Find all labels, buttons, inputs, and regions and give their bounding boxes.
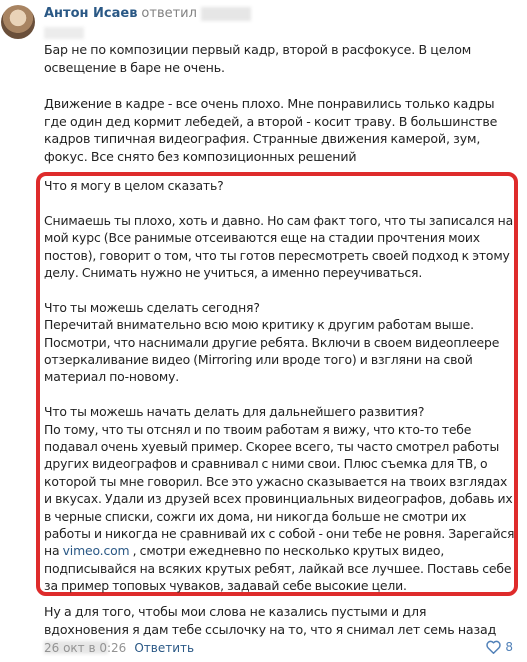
blurred-recipient[interactable] bbox=[201, 7, 251, 21]
author-avatar[interactable] bbox=[1, 5, 35, 39]
answer-3 bbox=[44, 421, 516, 595]
question-2: Что ты можешь сделать сегодня? bbox=[44, 299, 260, 315]
answer-2: Перечитай внимательно всю мою критику к другим работам выше. Посмотри, что наснимали другие ребята. Включи в своем видеоплеере отзеркаливание видео (Mirroring или вроде того) и взгляни на свой материал по-новому. bbox=[44, 317, 500, 385]
replied-label: ответил bbox=[141, 6, 197, 21]
answer-3-text-end: , смотри ежедневно по несколько крутых видео, подписывайся на всяких крутых ребят, лайкай все лучшее. Поставь себе за пример топовых чуваков, задавай себе высокие цели. bbox=[44, 543, 512, 594]
blurred-mention bbox=[44, 27, 84, 39]
answer-1: Снимаешь ты плохо, хоть и давно. Но сам факт того, что ты записался на мой курс (Все ранимые отсеиваются еще на стадии прочтения моих постов), говорит о том, что ты готов пересмотреть своей подход к этому делу. Снимать нужно не учиться, а именно переучиваться. bbox=[44, 212, 514, 281]
heart-icon bbox=[486, 640, 501, 654]
comment-paragraph-1: Бар не по композиции первый кадр, второй в расфокусе. В целом освещение в баре не очень. bbox=[44, 42, 472, 75]
reply-button[interactable]: Ответить bbox=[134, 641, 195, 655]
answer-3-text: По тому, что ты отснял и по твоим работам я вижу, что кто-то тебе подавал очень хуевый пример. Скорее всего, ты часто смотрел работы других видеографов и сравнивал с ними свои. Плюс съемка для ТВ, о которой ты мне говорил. Все это ужасно сказывается на твоих взглядах и вкусах. Удали из друзей всех провинциальных видеографов, добавь их в черные списки, сожги их дома, ни никогда больше не смотри их работы и никогда не сравнивай их с собой - они тебе не ровня. Зарегайся на bbox=[44, 421, 515, 559]
comment-footer bbox=[44, 639, 194, 657]
question-1: Что я могу в целом сказать? bbox=[44, 178, 224, 193]
comment-paragraph-2: Движение в кадре - все очень плохо. Мне понравились только кадры где один дед кормит лебедей, а второй - косит траву. В большинстве кадров типичная видеография. Странные движения камерой, зум, фокус. Все снято без композиционных решений bbox=[44, 96, 498, 164]
like-button[interactable] bbox=[486, 637, 513, 657]
closing-text: Ну а для того, чтобы мои слова не казались пустыми и для вдохновения я дам тебе ссылочку на то, что я снимал лет семь назад bbox=[44, 604, 497, 637]
highlighted-text bbox=[44, 177, 516, 595]
comment-date[interactable]: 26 окт в 0:26 bbox=[44, 641, 127, 655]
question-3: Что ты можешь начать делать для дальнейшего развития? bbox=[44, 404, 425, 420]
comment-header bbox=[44, 4, 251, 24]
author-name[interactable]: Антон Исаев bbox=[44, 6, 138, 21]
like-count: 8 bbox=[505, 640, 513, 654]
vimeo-link[interactable]: vimeo.com bbox=[62, 543, 130, 559]
